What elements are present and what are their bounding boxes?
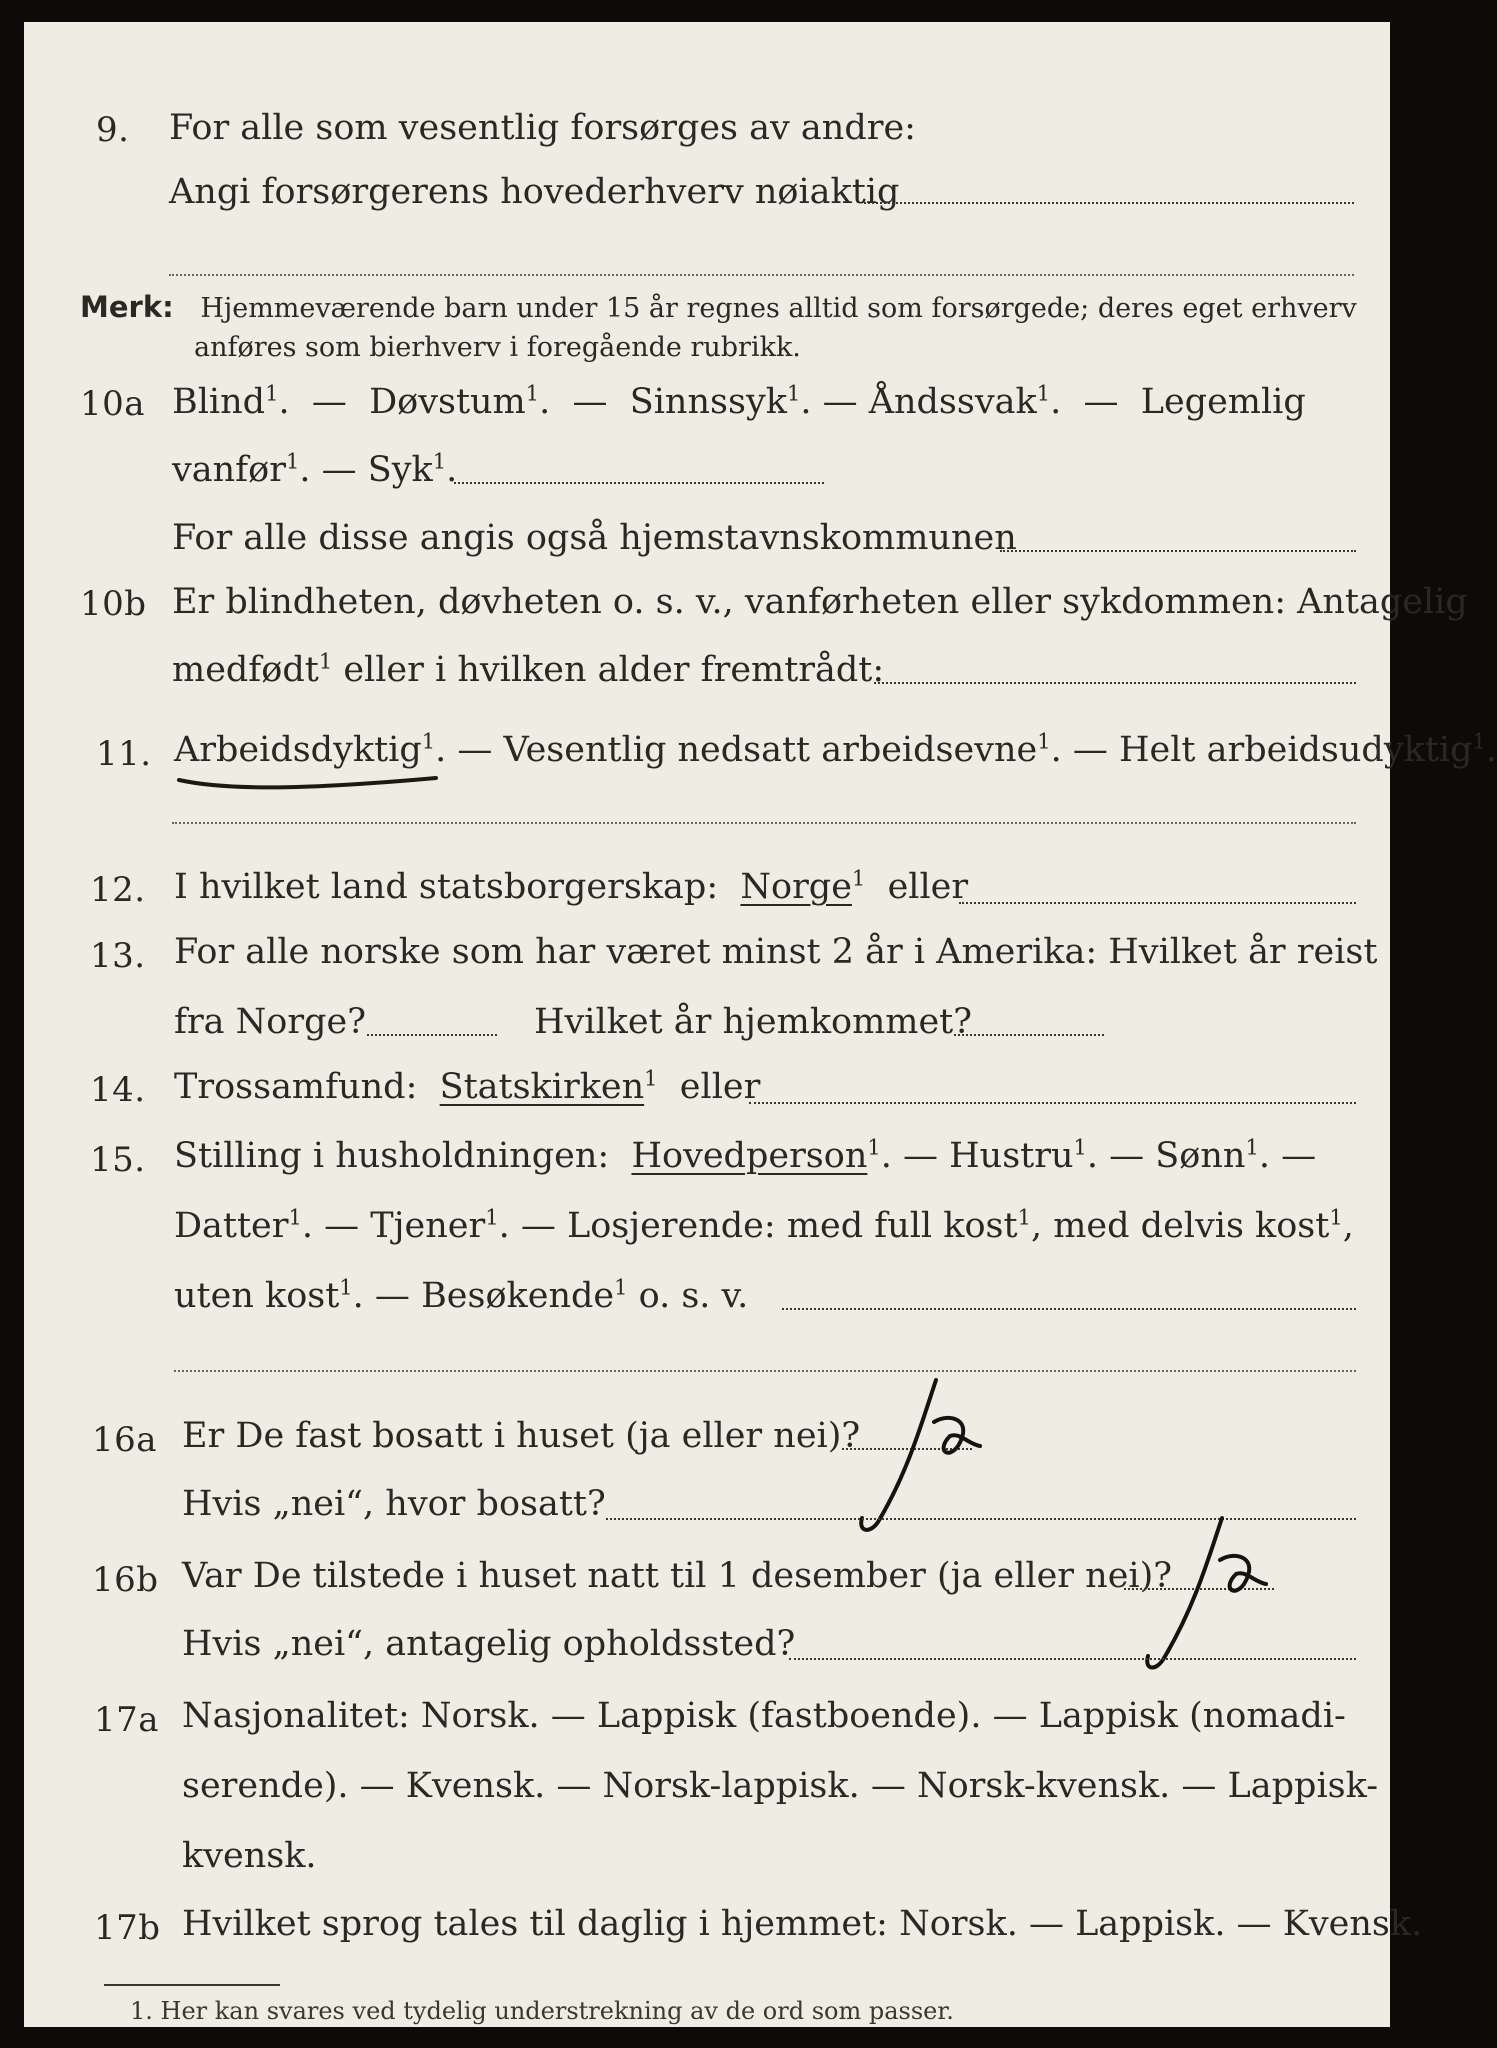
item-11-answer-line[interactable]	[172, 822, 1356, 824]
item-16b-question: Var De tilstede i huset natt til 1 desember (ja eller nei)?	[182, 1556, 1173, 1596]
item-10b-answer-field[interactable]	[874, 682, 1356, 684]
item-10a-line-2: vanfør$^1$. — Syk$^1$.	[172, 449, 458, 490]
item-10b-line-1: Er blindheten, døvheten o. s. v., vanførheten eller sykdommen: Antagelig	[172, 582, 1468, 622]
item-17b-question: Hvilket sprog tales til daglig i hjemmet: Norsk. — Lappisk. — Kvensk.	[182, 1904, 1423, 1944]
item-13-return-year-field[interactable]	[954, 1034, 1104, 1036]
item-10a-answer-field[interactable]	[454, 482, 824, 484]
item-13-number: 13.	[90, 936, 146, 976]
item-15-line-1: Stilling i husholdningen: Hovedperson$^1$. — Hustru$^1$. — Sønn$^1$. —	[174, 1135, 1317, 1176]
item-13-line-2a: fra Norge?	[174, 1002, 366, 1042]
item-9-number: 9.	[96, 110, 130, 150]
item-15-line-3: uten kost$^1$. — Besøkende$^1$ o. s. v.	[174, 1275, 749, 1316]
item-9-subquestion: Angi forsørgerens hovederhverv nøiaktig	[169, 172, 900, 212]
item-12-answer-field[interactable]	[959, 902, 1356, 904]
footnote: 1. Her kan svares ved tydelig understrekning av de ord som passer.	[130, 1997, 954, 2025]
item-16b-followup: Hvis „nei“, antagelig opholdssted?	[182, 1624, 796, 1664]
item-10a-line-1: Blind$^1$. — Døvstum$^1$. — Sinnssyk$^1$. — Åndssvak$^1$. — Legemlig	[172, 381, 1306, 422]
item-9-question: For alle som vesentlig forsørges av andre:	[169, 108, 916, 148]
footnote-rule	[104, 1984, 280, 1986]
item-15-number: 15.	[90, 1140, 146, 1180]
item-17b-number: 17b	[94, 1908, 161, 1948]
merk-note-line-1: Merk: Hjemmeværende barn under 15 år regnes alltid som forsørgede; deres eget erhverv	[80, 290, 1357, 324]
merk-label: Merk:	[80, 290, 174, 324]
item-13-line-2b: Hvilket år hjemkommet?	[534, 1002, 973, 1042]
item-14-answer-field[interactable]	[749, 1102, 1356, 1104]
item-13-departure-year-field[interactable]	[367, 1034, 497, 1036]
item-14-number: 14.	[90, 1070, 146, 1110]
item-12-number: 12.	[90, 870, 146, 910]
item-17a-line-3: kvensk.	[182, 1836, 317, 1876]
item-14-question: Trossamfund: Statskirken$^1$ eller	[174, 1066, 761, 1107]
item-15-answer-line-2[interactable]	[174, 1370, 1356, 1372]
item-15-selected-option: Hovedperson	[631, 1136, 868, 1176]
item-11-number: 11.	[96, 734, 152, 774]
item-12-selected-option: Norge	[740, 867, 852, 907]
item-16a-followup: Hvis „nei“, hvor bosatt?	[182, 1484, 606, 1524]
item-17a-line-1: Nasjonalitet: Norsk. — Lappisk (fastboende). — Lappisk (nomadi-	[182, 1696, 1346, 1736]
item-14-selected-option: Statskirken	[439, 1067, 645, 1107]
item-16a-number: 16a	[92, 1420, 158, 1460]
item-15-line-2: Datter$^1$. — Tjener$^1$. — Losjerende: med full kost$^1$, med delvis kost$^1$,	[174, 1205, 1354, 1246]
item-12-question: I hvilket land statsborgerskap: Norge$^1$ eller	[174, 866, 969, 907]
item-10a-number: 10a	[80, 384, 146, 424]
item-10a-hometown-field[interactable]	[1000, 550, 1356, 552]
item-11-options: Arbeidsdyktig$^1$. — Vesentlig nedsatt arbeidsevne$^1$. — Helt arbeidsudyktig$^1$.	[174, 729, 1497, 770]
item-10b-line-2: medfødt$^1$ eller i hvilken alder fremtrådt:	[172, 649, 885, 690]
item-15-answer-field[interactable]	[782, 1308, 1356, 1310]
census-form-page	[24, 22, 1497, 2027]
item-11-handwritten-underline	[174, 762, 444, 802]
item-16b-followup-field[interactable]	[789, 1658, 1356, 1660]
item-11-selected-option: Arbeidsdyktig	[174, 730, 422, 770]
item-17a-number: 17a	[94, 1700, 160, 1740]
item-10a-line-3: For alle disse angis også hjemstavnskommunen	[172, 518, 1017, 558]
item-9-answer-field[interactable]	[864, 202, 1354, 204]
item-10b-number: 10b	[80, 584, 147, 624]
item-13-line-1: For alle norske som har været minst 2 år i Amerika: Hvilket år reist	[174, 932, 1378, 972]
item-17a-line-2: serende). — Kvensk. — Norsk-lappisk. — Norsk-kvensk. — Lappisk-	[182, 1766, 1379, 1806]
item-9-answer-line-2[interactable]	[169, 274, 1354, 276]
item-16b-number: 16b	[92, 1560, 159, 1600]
merk-note-line-2: anføres som bierhverv i foregående rubrikk.	[194, 332, 801, 363]
item-16a-question: Er De fast bosatt i huset (ja eller nei)?	[182, 1416, 861, 1456]
